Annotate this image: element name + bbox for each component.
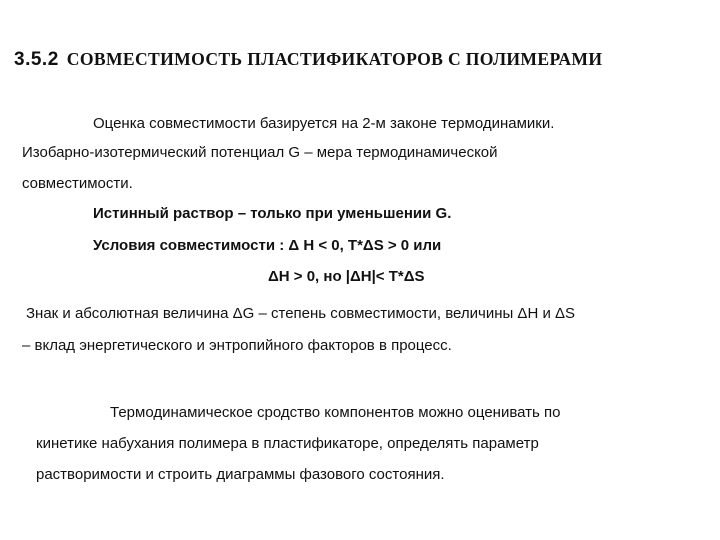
compatibility-condition-alt: ΔH > 0, но |ΔH|< T*ΔS <box>268 268 425 285</box>
paragraph-line: растворимости и строить диаграммы фазового состояния. <box>36 466 445 483</box>
paragraph-line: совместимости. <box>22 175 133 192</box>
paragraph-line: кинетике набухания полимера в пластификаторе, определять параметр <box>36 435 539 452</box>
true-solution-statement: Истинный раствор – только при уменьшении G. <box>93 205 452 222</box>
paragraph-line: Изобарно-изотермический потенциал G – мера термодинамической <box>22 144 498 161</box>
paragraph-line: – вклад энергетического и энтропийного факторов в процесс. <box>22 337 452 354</box>
section-heading <box>14 50 602 69</box>
paragraph-line: Оценка совместимости базируется на 2-м законе термодинамики. <box>93 115 555 132</box>
paragraph-line: Термодинамическое сродство компонентов можно оценивать по <box>110 404 561 421</box>
paragraph-line: Знак и абсолютная величина ΔG – степень совместимости, величины ΔH и ΔS <box>26 305 576 322</box>
compatibility-conditions: Условия совместимости : Δ H < 0, T*ΔS > 0 или <box>93 237 442 254</box>
section-title: СОВМЕСТИМОСТЬ ПЛАСТИФИКАТОРОВ С ПОЛИМЕРАМИ <box>66 49 603 69</box>
section-number: 3.5.2 <box>14 49 59 70</box>
